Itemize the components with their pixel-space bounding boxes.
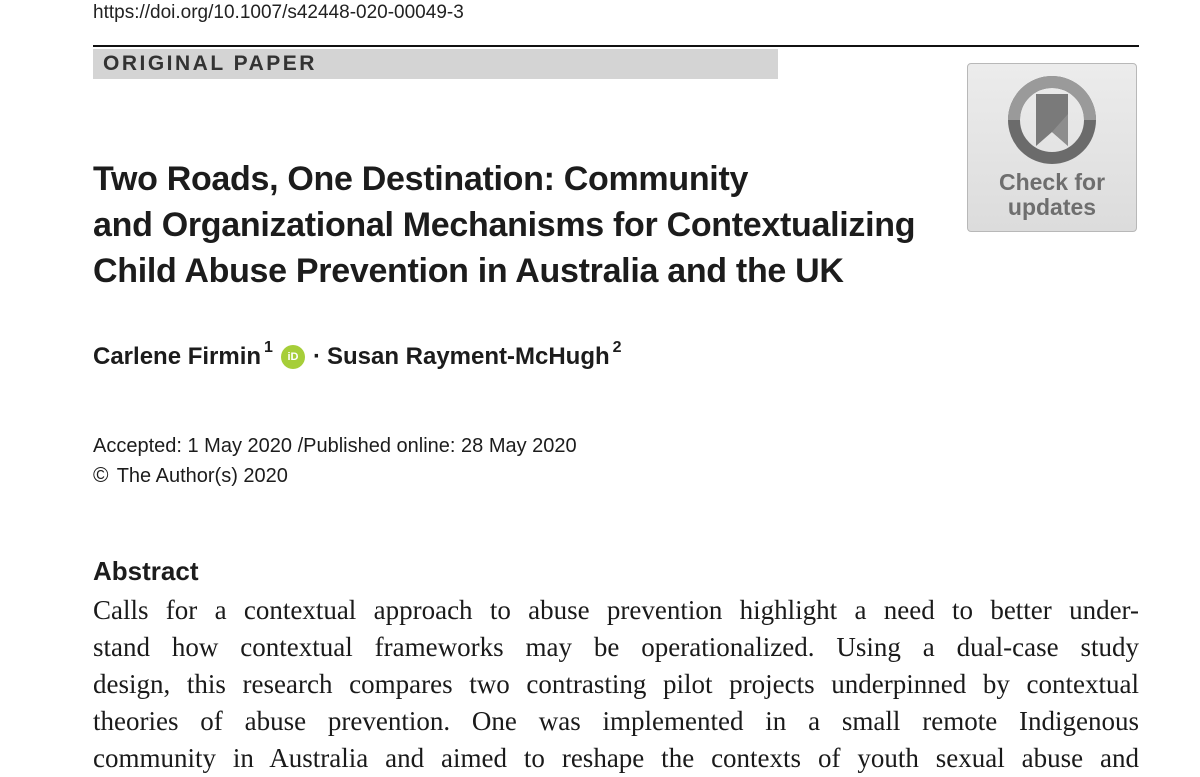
abstract-line: Calls for a contextual approach to abuse prevention highlight a need to better under- <box>93 595 1139 625</box>
author-name[interactable]: Susan Rayment-McHugh <box>326 343 610 370</box>
abstract-body <box>93 592 1139 777</box>
dates-line <box>93 431 577 461</box>
doi-link[interactable]: https://doi.org/10.1007/s42448-020-00049-3 <box>93 2 464 23</box>
header-rule <box>93 45 1139 47</box>
date-divider: / <box>297 435 304 457</box>
article-type-label: ORIGINAL PAPER <box>93 49 778 79</box>
badge-line-1: Check for <box>998 169 1106 195</box>
publication-dates <box>93 431 577 491</box>
copyright-icon: © <box>93 464 109 487</box>
abstract-heading: Abstract <box>93 556 199 586</box>
paper-title <box>93 156 943 294</box>
orcid-icon[interactable]: iD <box>281 345 305 369</box>
check-for-updates-label <box>968 170 1136 220</box>
author-separator: · <box>312 343 321 370</box>
published-date: Published online: 28 May 2020 <box>303 435 577 457</box>
affiliation-marker[interactable]: 1 <box>264 339 273 356</box>
check-for-updates-icon <box>1006 74 1098 166</box>
title-line-3: Child Abuse Prevention in Australia and the UK <box>93 252 844 290</box>
check-for-updates-badge[interactable] <box>967 63 1137 232</box>
abstract-line: stand how contextual frameworks may be operationalized. Using a dual-case study <box>93 632 1139 662</box>
abstract-line: theories of abuse prevention. One was implemented in a small remote Indigenous <box>93 706 1139 736</box>
affiliation-marker[interactable]: 2 <box>612 339 622 356</box>
abstract-line: community in Australia and aimed to reshape the contexts of youth sexual abuse and <box>93 743 1139 773</box>
title-line-2: and Organizational Mechanisms for Contextualizing <box>93 206 916 244</box>
copyright-text: The Author(s) 2020 <box>116 465 288 487</box>
accepted-date: Accepted: 1 May 2020 <box>93 435 293 457</box>
title-line-1: Two Roads, One Destination: Community <box>93 160 749 198</box>
badge-line-2: updates <box>1007 194 1097 220</box>
author-list <box>93 339 622 371</box>
copyright-line <box>93 461 577 491</box>
author-name[interactable]: Carlene Firmin <box>93 343 262 370</box>
abstract-line: design, this research compares two contrasting pilot projects underpinned by contextual <box>93 669 1139 699</box>
